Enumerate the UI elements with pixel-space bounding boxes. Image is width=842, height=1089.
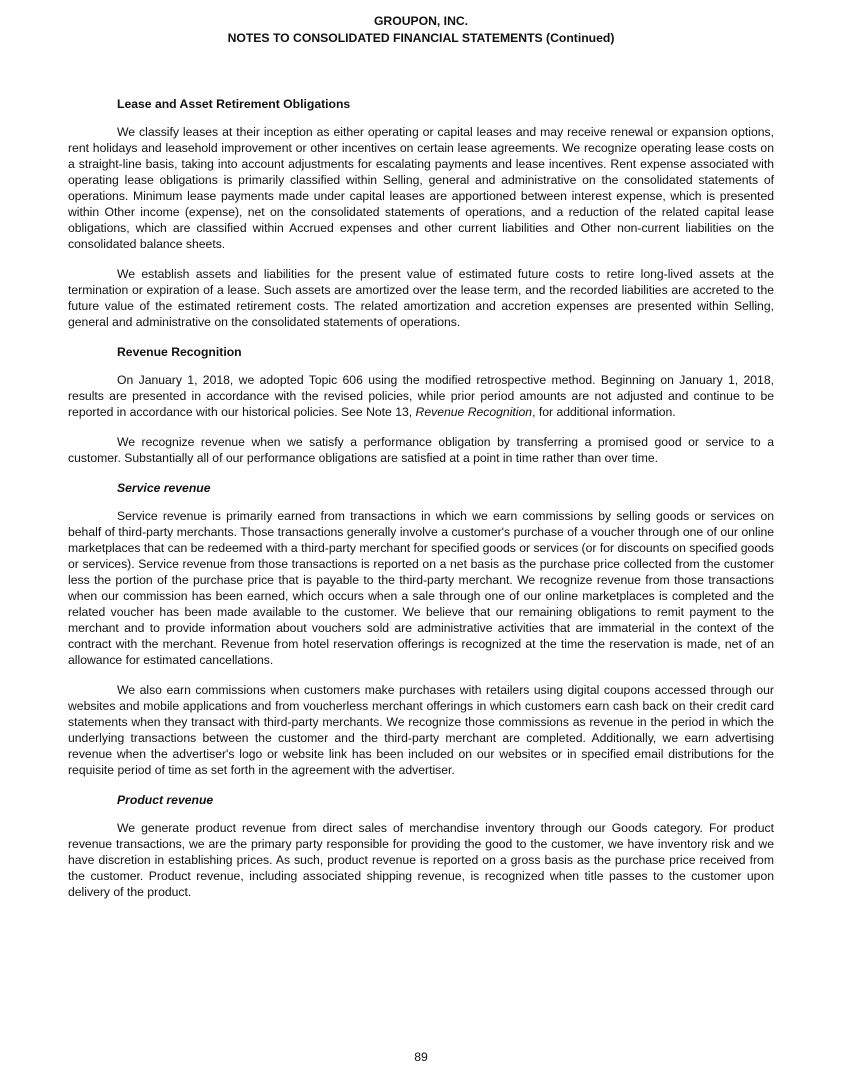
heading-service-revenue: Service revenue	[117, 481, 211, 495]
topic-606-text-end: , for additional information.	[532, 405, 676, 419]
heading-lease-obligations: Lease and Asset Retirement Obligations	[117, 97, 351, 111]
paragraph-service-revenue-coupons: We also earn commissions when customers make purchases with retailers using digital coupons accessed through our websites and mobile applications and from voucherless merchant offerings in which customers earn cash back on their credit card statements when they transact with third-party merchants. We recognize those commissions as revenue in the period in which the underlying transactions between the customer and the third-party merchant are completed. Additionally, we earn advertising revenue when the advertiser's logo or website link has been included on our websites or in specified email distributions for the requisite period of time as set forth in the agreement with the advertiser.	[68, 683, 774, 777]
document-body	[68, 96, 774, 900]
page-subtitle: NOTES TO CONSOLIDATED FINANCIAL STATEMENTS (Continued)	[227, 31, 615, 45]
paragraph-lease-classification: We classify leases at their inception as either operating or capital leases and may receive renewal or expansion options, rent holidays and leasehold improvement or other incentives on certain lease agreements. We recognize operating lease costs on a straight-line basis, taking into account adjustments for escalating payments and lease incentives. Rent expense associated with operating lease obligations is primarily classified within Selling, general and administrative on the consolidated statements of operations. Minimum lease payments made under capital leases are apportioned between interest expense, which is presented within Other income (expense), net on the consolidated statements of operations, and a reduction of the related capital lease obligations, which are classified within Accrued expenses and other current liabilities and Other non-current liabilities on the consolidated balance sheets.	[68, 125, 774, 251]
heading-product-revenue: Product revenue	[117, 793, 214, 807]
paragraph-service-revenue-commissions: Service revenue is primarily earned from transactions in which we earn commissions by selling goods or services on behalf of third-party merchants. Those transactions generally involve a customer's purchase of a voucher through one of our online marketplaces that can be redeemed with a third-party merchant for specified goods or services (or for discounts on specified goods or services). Service revenue from those transactions is reported on a net basis as the purchase price collected from the customer less the portion of the purchase price that is payable to the third-party merchant. We recognize revenue from those transactions when our commission has been earned, which occurs when a sale through one of our online marketplaces is completed and the related voucher has been made available to the customer. We believe that our remaining obligations to remit payment to the merchant and to provide information about vouchers sold are administrative activities that are immaterial in the context of the contract with the merchant. Revenue from hotel reservation offerings is recognized at the time the reservation is made, net of an allowance for estimated cancellations.	[68, 509, 774, 667]
page-number: 89	[414, 1050, 428, 1064]
company-name: GROUPON, INC.	[373, 14, 469, 28]
paragraph-asset-retirement: We establish assets and liabilities for the present value of estimated future costs to retire long-lived assets at the termination or expiration of a lease. Such assets are amortized over the lease term, and the recorded liabilities are accreted to the future value of the estimated retirement costs. The related amortization and accretion expenses are presented within Selling, general and administrative on the consolidated statements of operations.	[68, 267, 774, 329]
paragraph-topic-606	[68, 372, 774, 420]
paragraph-product-revenue: We generate product revenue from direct sales of merchandise inventory through our Goods category. For product revenue transactions, we are the primary party responsible for providing the good to the customer, we have inventory risk and we have discretion in establishing prices. As such, product revenue is reported on a gross basis as the purchase price received from the customer. Product revenue, including associated shipping revenue, is recognized when title passes to the customer upon delivery of the product.	[68, 821, 774, 899]
paragraph-performance-obligation: We recognize revenue when we satisfy a performance obligation by transferring a promised good or service to a customer. Substantially all of our performance obligations are satisfied at a point in time rather than over time.	[68, 435, 774, 465]
topic-606-text-start: On January 1, 2018, we adopted Topic 606 using the modified retrospective method. Beginning on January 1, 2018, results are presented in accordance with the revised policies, while prior period amounts are not adjusted and continue to be reported in accordance with our historical policies. See Note 13,	[68, 373, 774, 419]
heading-revenue-recognition: Revenue Recognition	[117, 345, 242, 359]
note-reference-italic: Revenue Recognition	[415, 405, 533, 419]
